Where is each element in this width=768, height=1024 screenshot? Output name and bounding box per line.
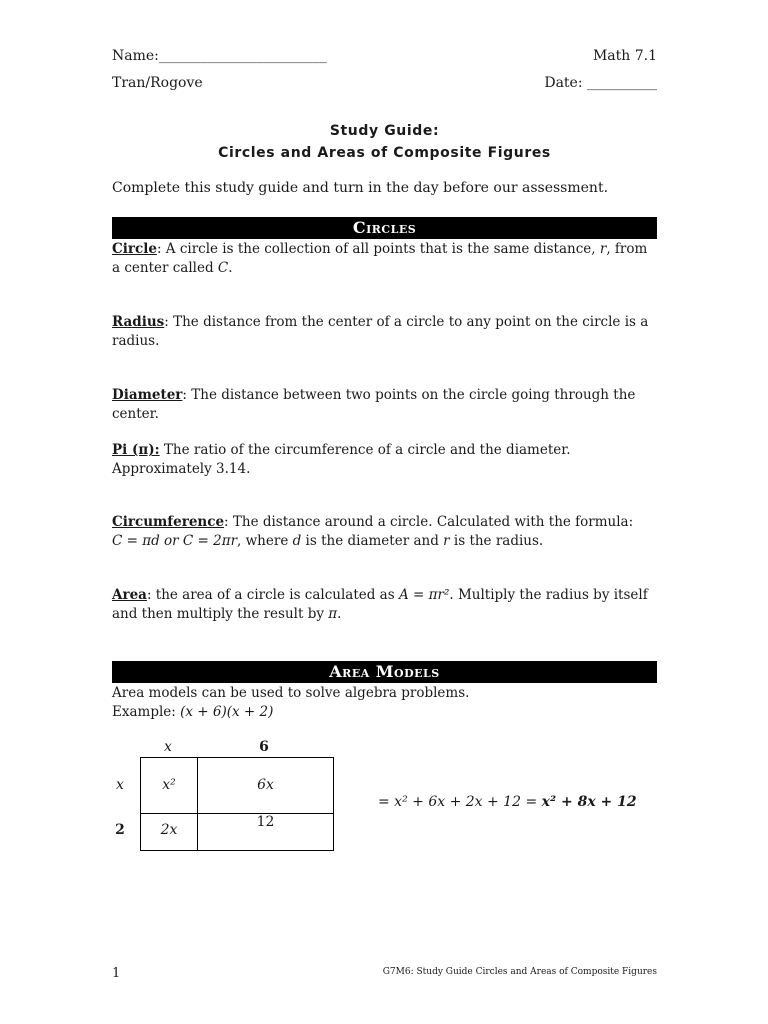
circle-text-3: . [228, 260, 233, 276]
footer-doc-title: G7M6: Study Guide Circles and Areas of Composite Figures [382, 967, 657, 977]
pi-term: Pi (π): [112, 442, 160, 458]
area-text-2: . Multiply the radius by itself and then multiply the result by [112, 587, 648, 622]
circle-definition [112, 240, 657, 278]
grid-divider-vertical [197, 758, 198, 850]
area-text-3: . [337, 606, 342, 622]
intro-text: Complete this study guide and turn in the day before our assessment. [112, 180, 609, 196]
cell-2x: 2x [160, 822, 178, 838]
area-definition [112, 586, 657, 624]
col-header-x: x [164, 739, 172, 755]
circle-text-2: , from a center called [112, 241, 648, 276]
radius-term: Radius [112, 314, 165, 330]
course-label: Math 7.1 [592, 48, 657, 64]
circumference-text-3: is the diameter and [301, 533, 444, 549]
diameter-text: : The distance between two points on the circle going through the center. [112, 387, 636, 422]
area-model-result [378, 793, 637, 812]
diameter-term: Diameter [112, 387, 183, 403]
col-header-6: 6 [259, 739, 269, 755]
var-r: r [599, 241, 607, 257]
circle-text: : A circle is the collection of all points that is the same distance, [156, 241, 600, 257]
area-text: : the area of a circle is calculated as [146, 587, 399, 603]
area-formula: A = πr² [398, 587, 450, 603]
circumference-text-2: , where [237, 533, 293, 549]
circle-term: Circle [112, 241, 157, 257]
area-model-grid [140, 757, 334, 851]
cell-6x: 6x [257, 777, 274, 793]
guide-title-line1: Study Guide: [329, 123, 440, 139]
pi-text: The ratio of the circumference of a circle and the diameter. Approximately 3.14. [112, 442, 571, 477]
circumference-formula: C = πd or C = 2πr [112, 533, 238, 549]
area-models-heading: Area Models [112, 661, 657, 683]
area-models-example [112, 703, 273, 722]
circumference-text: : The distance around a circle. Calculated with the formula: [224, 514, 634, 530]
radius-definition [112, 313, 657, 351]
date-line: Date: __________ [544, 75, 657, 91]
guide-title-line2: Circles and Areas of Composite Figures [218, 145, 551, 161]
result-expansion: = x² + 6x + 2x + 12 = [378, 794, 542, 810]
area-models-intro: Area models can be used to solve algebra problems. [112, 685, 470, 701]
cell-12: 12 [256, 814, 275, 830]
circles-heading: Circles [112, 217, 657, 239]
pi-definition [112, 441, 657, 479]
radius-text: : The distance from the center of a circle to any point on the circle is a radius. [112, 314, 649, 349]
name-line: Name:________________________ [112, 48, 327, 64]
result-answer: x² + 8x + 12 [541, 794, 637, 810]
var-pi: π [328, 606, 338, 622]
example-expression: (x + 6)(x + 2) [180, 704, 274, 720]
page-number: 1 [112, 966, 121, 981]
circumference-definition [112, 513, 657, 551]
teacher-names: Tran/Rogove [112, 75, 203, 91]
cell-x-squared: x² [162, 777, 176, 793]
area-term: Area [112, 587, 147, 603]
var-c: C [217, 260, 229, 276]
diameter-definition [112, 386, 657, 424]
example-label: Example: [112, 704, 181, 720]
row-header-2: 2 [115, 822, 125, 838]
circumference-text-4: is the radius. [449, 533, 544, 549]
var-d: d [292, 533, 302, 549]
row-header-x: x [116, 777, 124, 793]
circumference-term: Circumference [112, 514, 225, 530]
var-r-2: r [443, 533, 450, 549]
